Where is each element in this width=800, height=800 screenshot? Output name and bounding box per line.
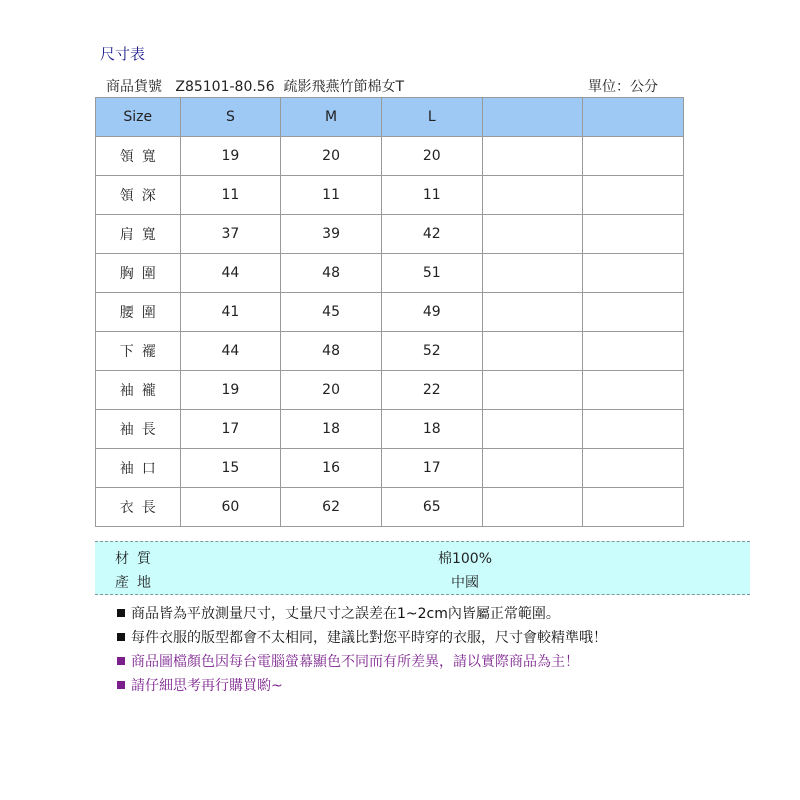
table-cell: 18 xyxy=(281,410,382,449)
material-origin-box xyxy=(95,541,750,595)
row-label: 腰圍 xyxy=(96,293,181,332)
row-label: 袖口 xyxy=(96,449,181,488)
table-cell: 37 xyxy=(180,215,281,254)
row-label: 領深 xyxy=(96,176,181,215)
square-bullet-icon xyxy=(117,681,125,689)
table-cell: 15 xyxy=(180,449,281,488)
table-cell: 48 xyxy=(281,254,382,293)
note-text: 請仔細思考再行購買喲~ xyxy=(131,678,283,694)
table-cell: 20 xyxy=(281,371,382,410)
table-cell: 22 xyxy=(381,371,482,410)
square-bullet-icon xyxy=(117,633,125,641)
table-cell xyxy=(583,215,684,254)
material-label: 材質 xyxy=(115,551,159,567)
table-cell xyxy=(482,410,583,449)
table-row xyxy=(96,332,684,371)
note-text: 商品圖檔顏色因每台電腦螢幕顯色不同而有所差異，請以實際商品為主！ xyxy=(131,654,579,670)
header-cell-m: M xyxy=(281,98,382,137)
origin-row xyxy=(95,568,750,592)
table-cell: 18 xyxy=(381,410,482,449)
row-label: 下襬 xyxy=(96,332,181,371)
table-cell xyxy=(583,371,684,410)
table-cell: 48 xyxy=(281,332,382,371)
row-label: 胸圍 xyxy=(96,254,181,293)
table-cell xyxy=(482,176,583,215)
table-cell: 62 xyxy=(281,488,382,527)
page-title: 尺寸表 xyxy=(100,45,146,63)
table-cell: 11 xyxy=(180,176,281,215)
table-cell xyxy=(583,137,684,176)
note-text: 每件衣服的版型都會不太相同，建議比對您平時穿的衣服，尺寸會較精準哦！ xyxy=(131,630,607,646)
note-item xyxy=(117,626,607,650)
table-cell: 20 xyxy=(381,137,482,176)
table-cell xyxy=(583,488,684,527)
table-header-row xyxy=(96,98,684,137)
square-bullet-icon xyxy=(117,609,125,617)
table-cell xyxy=(482,332,583,371)
product-line xyxy=(106,76,404,96)
square-bullet-icon xyxy=(117,657,125,665)
table-cell: 19 xyxy=(180,371,281,410)
table-cell: 16 xyxy=(281,449,382,488)
table-cell xyxy=(583,176,684,215)
origin-value: 中國 xyxy=(451,575,479,591)
origin-label: 產地 xyxy=(115,575,159,591)
table-cell: 17 xyxy=(180,410,281,449)
row-label: 袖長 xyxy=(96,410,181,449)
table-cell: 60 xyxy=(180,488,281,527)
table-cell xyxy=(482,371,583,410)
header-cell-s: S xyxy=(180,98,281,137)
table-cell: 52 xyxy=(381,332,482,371)
note-item xyxy=(117,602,607,626)
table-cell: 20 xyxy=(281,137,382,176)
unit-label: 單位：公分 xyxy=(588,79,658,95)
table-row xyxy=(96,293,684,332)
size-table xyxy=(95,97,684,527)
table-cell: 45 xyxy=(281,293,382,332)
table-cell: 51 xyxy=(381,254,482,293)
table-row xyxy=(96,488,684,527)
table-cell xyxy=(482,449,583,488)
material-value: 棉100% xyxy=(437,551,493,567)
table-cell: 42 xyxy=(381,215,482,254)
material-row xyxy=(95,544,750,568)
note-item xyxy=(117,674,607,698)
row-label: 肩寬 xyxy=(96,215,181,254)
table-cell: 11 xyxy=(281,176,382,215)
table-cell xyxy=(583,449,684,488)
header-cell-empty xyxy=(583,98,684,137)
table-row xyxy=(96,371,684,410)
table-cell: 65 xyxy=(381,488,482,527)
table-cell: 49 xyxy=(381,293,482,332)
table-cell: 19 xyxy=(180,137,281,176)
table-cell xyxy=(482,488,583,527)
table-cell: 41 xyxy=(180,293,281,332)
note-item xyxy=(117,650,607,674)
note-text: 商品皆為平放測量尺寸，丈量尺寸之誤差在1~2cm內皆屬正常範圍。 xyxy=(131,606,560,622)
table-cell xyxy=(482,293,583,332)
table-row xyxy=(96,137,684,176)
table-row xyxy=(96,410,684,449)
table-cell xyxy=(583,410,684,449)
table-row xyxy=(96,449,684,488)
table-cell xyxy=(583,332,684,371)
header-cell-empty xyxy=(482,98,583,137)
table-cell: 44 xyxy=(180,254,281,293)
product-code: Z85101-80.56 xyxy=(175,79,275,95)
table-cell xyxy=(482,215,583,254)
table-cell: 11 xyxy=(381,176,482,215)
product-label: 商品貨號 xyxy=(106,79,162,95)
table-cell xyxy=(583,293,684,332)
table-row xyxy=(96,215,684,254)
table-cell: 44 xyxy=(180,332,281,371)
row-label: 袖襱 xyxy=(96,371,181,410)
header-cell-l: L xyxy=(381,98,482,137)
product-name: 疏影飛燕竹節棉女T xyxy=(283,79,405,95)
table-cell xyxy=(482,254,583,293)
table-cell: 17 xyxy=(381,449,482,488)
table-cell: 39 xyxy=(281,215,382,254)
table-cell xyxy=(583,254,684,293)
row-label: 衣長 xyxy=(96,488,181,527)
notes-list xyxy=(117,602,607,698)
header-cell-size: Size xyxy=(96,98,181,137)
table-row xyxy=(96,176,684,215)
row-label: 領寬 xyxy=(96,137,181,176)
table-cell xyxy=(482,137,583,176)
table-row xyxy=(96,254,684,293)
